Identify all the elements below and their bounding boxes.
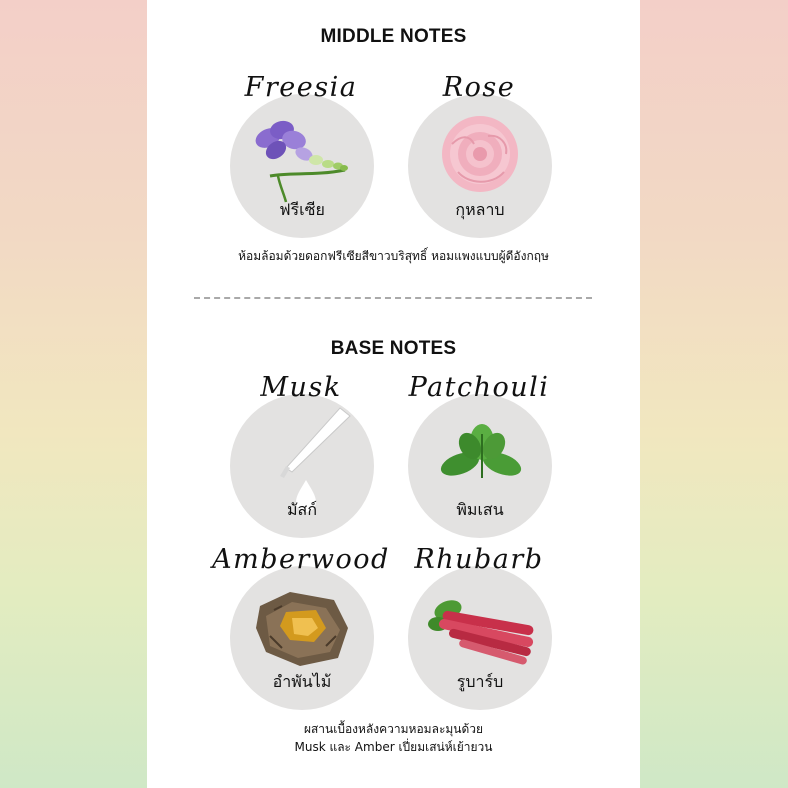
note-name-patchouli: Patchouli (408, 372, 550, 403)
base-notes-title: BASE NOTES (330, 338, 457, 359)
note-card-amberwood (212, 544, 390, 714)
note-thai-rhubarb: รูบาร์บ (456, 672, 504, 691)
content-panel (147, 0, 640, 788)
base-notes-description-line1: ผสานเบื้องหลังความหอมละมุนด้วย (303, 722, 484, 736)
base-notes-description-line2: Musk และ Amber เปี่ยมเสน่ห์เย้ายวน (294, 740, 493, 754)
note-thai-freesia: ฟรีเซีย (279, 200, 325, 219)
note-circle (230, 94, 374, 238)
middle-notes-description: ห้อมล้อมด้วยดอกฟรีเซียสีขาวบริสุทธิ์ หอมแพงแบบผู้ดีอังกฤษ (238, 249, 549, 263)
note-circle (408, 94, 552, 238)
note-thai-rose: กุหลาบ (455, 200, 505, 219)
note-card-freesia (226, 72, 376, 242)
note-thai-patchouli: พิมเสน (456, 500, 504, 519)
note-circle (230, 394, 374, 538)
note-circle (408, 566, 552, 710)
note-card-patchouli (404, 372, 554, 542)
note-circle (408, 394, 552, 538)
note-name-rose: Rose (442, 72, 516, 103)
note-circle (230, 566, 374, 710)
note-thai-amberwood: อำพันไม้ (272, 672, 332, 691)
note-card-musk (226, 372, 376, 542)
note-thai-musk: มัสก์ (287, 500, 317, 519)
note-name-freesia: Freesia (244, 72, 358, 103)
note-card-rhubarb (404, 544, 554, 714)
middle-notes-title: MIDDLE NOTES (320, 26, 467, 47)
note-card-rose (404, 72, 554, 242)
note-name-amberwood: Amberwood (212, 544, 390, 575)
note-name-musk: Musk (260, 372, 342, 403)
note-name-rhubarb: Rhubarb (414, 544, 544, 575)
section-divider (194, 297, 592, 299)
